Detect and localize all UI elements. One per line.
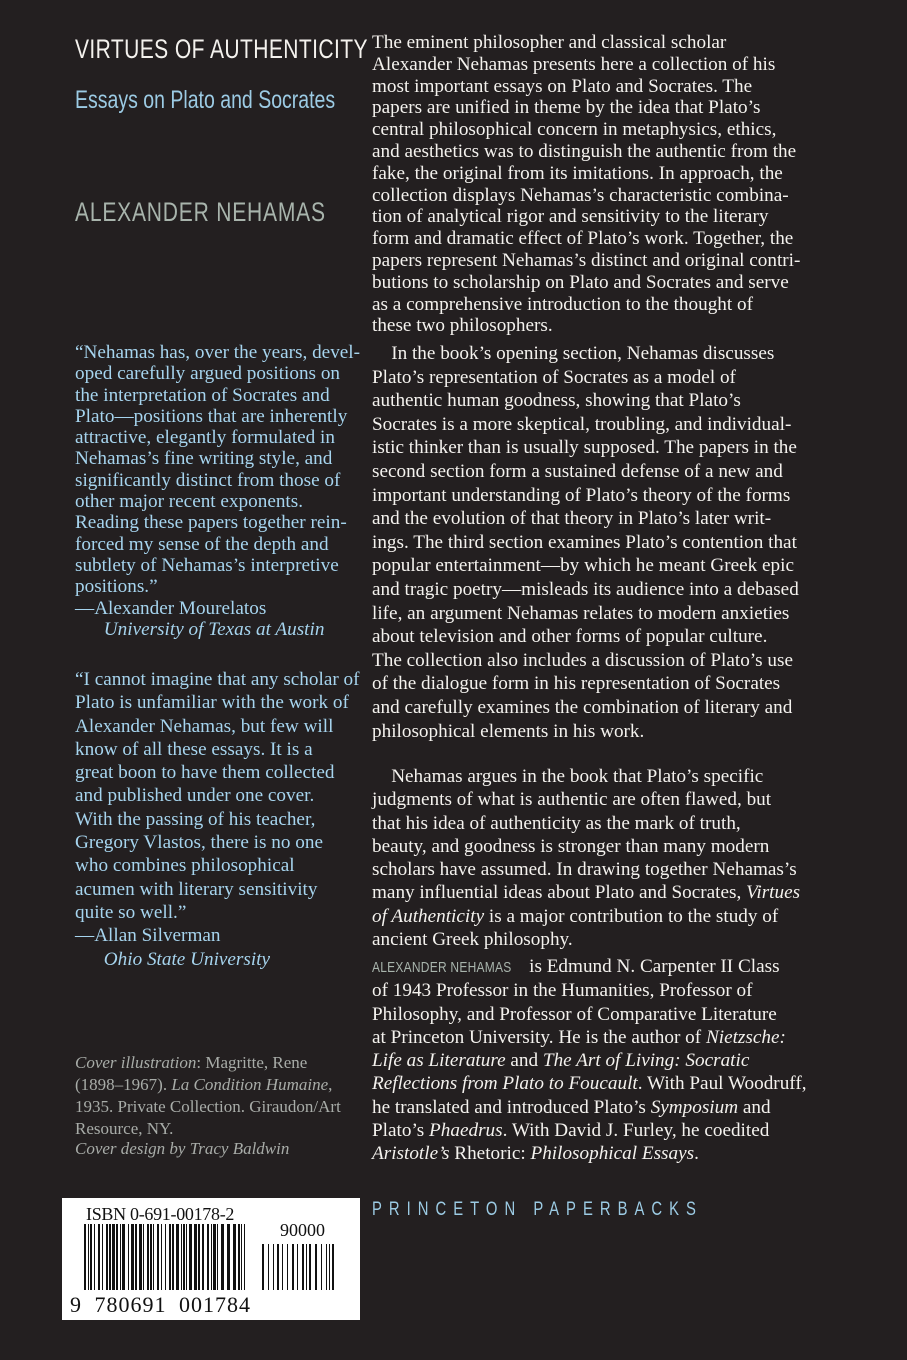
barcode-bar [238,1224,240,1290]
text-segment: With the passing of his teacher, [75,808,316,830]
text-line [75,491,360,512]
isbn-barcode [62,1198,360,1320]
small-caps-name: ALEXANDER NEHAMAS [372,959,512,976]
text-segment: and [505,1050,543,1072]
text-line [75,761,360,784]
text-line [372,858,800,881]
text-segment: great boon to have them collected [75,762,335,784]
blurb-quote-1 [75,342,360,640]
text-segment: the interpretation of Socrates and [75,384,330,406]
text-line [372,413,799,437]
text-segment: —Allan Silverman [75,925,221,947]
italic-text: University of Texas at Austin [75,618,325,640]
text-line [372,720,799,744]
text-segment: philosophical elements in his work. [372,720,645,742]
text-line [372,602,799,626]
text-segment: and [738,1096,771,1118]
book-subtitle: Essays on Plato and Socrates [75,86,336,114]
italic-text: Philosophical Essays [530,1143,695,1165]
italic-text: of Authenticity [372,905,485,927]
barcode-bar [213,1224,216,1290]
text-line [75,854,360,877]
text-segment: positions.” [75,576,158,598]
barcode-bar [211,1224,212,1290]
text-segment: authentic human goodness, showing that Plato’s [372,390,741,412]
italic-text: Phaedrus [429,1120,503,1142]
barcode-bar [112,1224,115,1290]
text-segment: ings. The third section examines Plato’s contention that [372,531,797,553]
text-segment: as a comprehensive introduction to the thought of [372,293,753,315]
text-segment: Socrates is a more skeptical, troubling, and individual- [372,413,792,435]
description-paragraph-1 [372,32,800,337]
text-line [372,835,800,858]
text-segment: that his idea of authenticity as the mark of truth, [372,812,741,834]
text-segment: tion of analytical rigor and sensitivity to the literary [372,206,769,228]
text-segment: —Alexander Mourelatos [75,597,267,619]
text-segment: (1898–1967). [75,1075,172,1094]
text-segment: “Nehamas has, over the years, devel- [75,342,361,363]
cover-design-credit: Cover design by Tracy Baldwin [75,1139,290,1158]
text-segment: ancient Greek philosophy. [372,929,573,951]
barcode-bar [88,1224,89,1290]
text-line [372,97,800,119]
text-line [372,460,799,484]
text-segment: of the dialogue form in his representation of Socrates [372,673,781,695]
text-line [372,315,800,337]
text-segment: Reading these papers together rein- [75,512,347,534]
text-line [372,578,799,602]
text-line [372,765,800,788]
text-line [75,512,360,533]
text-line [372,531,799,555]
text-line [75,427,360,448]
text-segment: Philosophy, and Professor of Comparative Literature [372,1003,777,1025]
barcode-bar [287,1244,288,1290]
author-bio [372,955,807,1166]
barcode-bar [120,1224,121,1290]
text-line [75,363,360,384]
text-segment: he translated and introduced Plato’s [372,1096,651,1118]
barcode-bar [244,1224,245,1290]
text-line [75,342,360,363]
text-line [372,905,800,928]
text-line [75,784,360,807]
text-line [75,668,360,691]
text-line [372,928,800,951]
text-segment: fake, the original from its imitations. In approach, the [372,162,783,184]
barcode-bar [176,1224,179,1290]
text-segment: . With David J. Furley, he coedited [502,1120,770,1142]
barcode-bar [262,1244,264,1290]
text-line [372,1119,807,1142]
price-code: 90000 [280,1220,325,1240]
barcode-bar [297,1244,298,1290]
barcode-bar [161,1224,162,1290]
text-line [372,185,800,207]
text-line [372,788,800,811]
italic-text: The Art of Living: Socratic [542,1050,750,1072]
text-segment: butions to scholarship on Plato and Socrates and serve [372,271,789,293]
text-line [372,696,799,720]
text-segment: other major recent exponents. [75,491,304,513]
barcode-bar [172,1224,174,1290]
barcode-bar [181,1224,182,1290]
text-line [372,389,799,413]
text-segment: The collection also includes a discussion of Plato’s use [372,649,793,671]
barcode-bar [189,1224,192,1290]
text-line [75,1118,341,1140]
ean-number: 9 780691 001784 [70,1292,251,1317]
text-segment: Nehamas’s fine writing style, and [75,448,333,470]
text-line [372,294,800,316]
text-segment: beauty, and goodness is stronger than many modern [372,835,770,857]
text-line [75,924,360,947]
barcode-bar [221,1224,224,1290]
text-line [75,385,360,406]
text-line [372,672,799,696]
text-line [372,228,800,250]
text-segment: many influential ideas about Plato and Socrates, [372,882,747,904]
italic-text: La Condition Humaine [171,1075,329,1094]
text-line [75,948,360,971]
barcode-bar [102,1224,103,1290]
barcode-bar [98,1224,100,1290]
barcode-bar [84,1224,86,1290]
barcode-bar [202,1224,204,1290]
text-segment: is a major contribution to the study of [484,905,779,927]
italic-text: Nietzsche: [705,1026,786,1048]
text-line [372,881,800,904]
text-segment: life, an argument Nehamas relates to modern anxieties [372,602,790,624]
text-segment: oped carefully argued positions on [75,363,341,385]
text-segment: , [328,1075,333,1094]
text-line [75,831,360,854]
text-line [75,878,360,901]
barcode-bar [273,1244,274,1290]
series-name: PRINCETON PAPERBACKS [372,1199,703,1220]
text-line [372,979,807,1002]
cover-credits [75,1052,341,1140]
text-line [75,534,360,555]
text-line [75,470,360,491]
text-line [372,1026,807,1049]
text-line [372,163,800,185]
text-segment: Resource, NY. [75,1119,174,1138]
text-segment: collection displays Nehamas’s characteristic combina- [372,184,789,206]
text-segment: important understanding of Plato’s theory of the forms [372,484,791,506]
blurb-quote-2 [75,668,360,971]
text-segment: “I cannot imagine that any scholar of [75,669,360,690]
text-segment: these two philosophers. [372,315,553,337]
text-line [372,54,800,76]
text-segment: central philosophical concern in metaphysics, ethics, [372,119,777,141]
barcode-bar [309,1244,311,1290]
barcode-bar [194,1224,197,1290]
text-segment: know of all these essays. It is a [75,738,313,760]
barcode-bar [241,1224,242,1290]
text-line [372,625,799,649]
text-line [75,598,360,619]
text-segment: Rhetoric: [449,1143,531,1165]
text-line [75,619,360,640]
text-segment: Plato’s [372,1120,430,1142]
text-line [75,576,360,597]
text-segment: and carefully examines the combination of literary and [372,696,793,718]
barcode-bar [106,1224,108,1290]
text-segment: judgments of what is authentic are often flawed, but [372,789,772,811]
text-segment: and aesthetics was to distinguish the authentic from the [372,140,797,162]
text-line [372,1142,807,1165]
barcode-bar [217,1224,218,1290]
barcode-bar [321,1244,322,1290]
text-segment: Plato—positions that are inherently [75,405,348,427]
text-line [372,272,800,294]
text-line [372,141,800,163]
text-segment: Plato’s representation of Socrates as a model of [372,366,736,388]
barcode-bar [277,1244,279,1290]
barcode-bar [233,1224,236,1290]
text-line [372,366,799,390]
barcode-bar [150,1224,152,1290]
text-segment: forced my sense of the depth and [75,533,329,555]
text-line [372,436,799,460]
barcode-bar [116,1224,118,1290]
barcode-bar [94,1224,95,1290]
text-segment: and tragic poetry—misleads its audience into a debased [372,578,799,600]
text-line [372,955,807,979]
text-line [372,206,800,228]
text-segment: about television and other forms of popular culture. [372,626,768,648]
barcode-bar [165,1224,166,1290]
text-segment: : Magritte, Rene [196,1053,308,1072]
italic-text: Virtues [746,882,801,904]
text-line [372,250,800,272]
text-line [75,555,360,576]
barcode-bar [326,1244,327,1290]
description-paragraph-3 [372,765,800,951]
barcode-bar [147,1224,149,1290]
text-segment: Nehamas argues in the book that Plato’s specific [372,766,764,787]
text-line [372,76,800,98]
text-segment: most important essays on Plato and Socrates. The [372,75,753,97]
italic-text: Reflections from Plato to Foucault [372,1073,638,1095]
barcode-bar [227,1224,230,1290]
isbn-label: ISBN 0-691-00178-2 [86,1204,235,1224]
text-segment: is Edmund N. Carpenter II Class [524,956,780,977]
text-line [75,738,360,761]
text-line [75,1096,341,1118]
text-segment: . With Paul Woodruff, [637,1073,807,1095]
text-segment: significantly distinct from those of [75,469,341,491]
text-segment: subtlety of Nehamas’s interpretive [75,554,339,576]
barcode-bar [143,1224,144,1290]
text-segment: papers represent Nehamas’s distinct and original contri- [372,249,801,271]
italic-text: Symposium [650,1096,739,1118]
text-segment: second section form a sustained defense of a new and [372,460,783,482]
text-line [75,715,360,738]
text-segment: who combines philosophical [75,855,295,877]
text-segment: istic thinker than is usually supposed. The papers in the [372,437,797,459]
barcode-bar [157,1224,159,1290]
description-paragraph-2 [372,342,799,743]
text-line [75,1052,341,1074]
text-segment: acumen with literary sensitivity [75,878,318,900]
italic-text: Life as Literature [372,1050,506,1072]
barcode-bar [315,1244,317,1290]
text-line [75,448,360,469]
text-segment: Gregory Vlastos, there is no one [75,832,323,854]
text-segment: attractive, elegantly formulated in [75,427,335,449]
barcode-bar [306,1244,307,1290]
text-segment: In the book’s opening section, Nehamas discusses [372,343,775,364]
barcode-bar [198,1224,200,1290]
text-segment: popular entertainment—by which he meant Greek epic [372,555,794,577]
text-segment: quite so well.” [75,901,187,923]
text-line [75,691,360,714]
barcode-bar [128,1224,129,1290]
barcode-bar [122,1224,125,1290]
barcode-bar [109,1224,111,1290]
text-line [372,554,799,578]
text-line [372,1072,807,1095]
text-line [372,342,799,366]
text-segment: form and dramatic effect of Plato’s work. Together, the [372,228,794,250]
italic-text: Aristotle’s [372,1143,450,1165]
text-segment: scholars have assumed. In drawing together Nehamas’s [372,859,797,881]
barcode-bar [292,1244,294,1290]
text-line [372,32,800,54]
barcode-bar [302,1244,304,1290]
text-segment: papers are unified in theme by the idea that Plato’s [372,97,761,119]
text-segment: Alexander Nehamas presents here a collection of his [372,53,776,75]
text-line [372,1096,807,1119]
text-segment: and the evolution of that theory in Plato’s later writ- [372,508,772,530]
barcode-bar [169,1224,171,1290]
text-segment: Alexander Nehamas, but few will [75,715,334,737]
text-line [75,406,360,427]
text-line [372,1049,807,1072]
text-segment: of 1943 Professor in the Humanities, Professor of [372,980,753,1002]
italic-text: Cover illustration [75,1053,197,1072]
barcode-bar [268,1244,269,1290]
text-line [372,119,800,141]
barcode-bar [207,1224,209,1290]
barcode-bar [282,1244,283,1290]
text-line [372,1003,807,1026]
barcode-bar [90,1224,92,1290]
author-name: ALEXANDER NEHAMAS [75,197,326,227]
book-title: VIRTUES OF AUTHENTICITY [75,34,368,64]
text-line [372,649,799,673]
text-segment: 1935. Private Collection. Giraudon/Art [75,1097,341,1116]
barcode-bar [332,1244,334,1290]
text-segment: . [694,1143,699,1165]
text-segment: and published under one cover. [75,785,315,807]
text-segment: at Princeton University. He is the author of [372,1026,706,1048]
text-line [372,812,800,835]
text-line [75,1074,341,1096]
barcode-bar [131,1224,134,1290]
barcode-bar [329,1244,330,1290]
text-segment: The eminent philosopher and classical scholar [372,32,727,53]
text-line [372,484,799,508]
barcode-bar [186,1224,187,1290]
barcode-bar [153,1224,154,1290]
italic-text: Ohio State University [75,948,271,970]
barcode-bar [183,1224,185,1290]
barcode-bar [135,1224,137,1290]
text-line [372,507,799,531]
text-line [75,901,360,924]
barcode-bar [139,1224,142,1290]
text-segment: Plato is unfamiliar with the work of [75,692,349,714]
text-line [75,808,360,831]
